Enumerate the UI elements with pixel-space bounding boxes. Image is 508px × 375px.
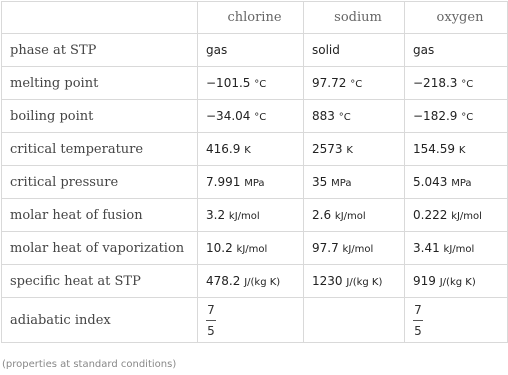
table-row [2, 166, 508, 199]
value-cell-chlorine [198, 265, 304, 298]
value-number: 3.41 [413, 241, 440, 255]
value-cell-sodium [304, 100, 405, 133]
column-header-oxygen: oxygen [405, 2, 508, 34]
value-cell-chlorine [198, 232, 304, 265]
value-unit: MPa [244, 178, 265, 189]
header-row [2, 2, 508, 34]
value-unit: kJ/mol [228, 211, 260, 222]
value-number: 0.222 [413, 208, 448, 222]
value-cell-oxygen [405, 166, 508, 199]
column-header-chlorine: chlorine [198, 2, 304, 34]
value-cell-chlorine [198, 100, 304, 133]
value-unit: kJ/mol [236, 244, 268, 255]
value-unit: J/(kg K) [346, 277, 383, 288]
value-unit: MPa [451, 178, 472, 189]
table-row [2, 67, 508, 100]
value-number: 97.7 [312, 241, 339, 255]
value-number: 3.2 [206, 208, 226, 222]
value-number: 154.59 [413, 142, 455, 156]
value-number: 2573 [312, 142, 343, 156]
row-label: molar heat of vaporization [2, 232, 198, 265]
value-unit: MPa [331, 178, 352, 189]
value-number: 883 [312, 109, 335, 123]
value-cell-oxygen [405, 67, 508, 100]
value-unit: kJ/mol [443, 244, 475, 255]
value-number: solid [312, 43, 340, 57]
table-row [2, 265, 508, 298]
value-unit: K [244, 145, 251, 156]
fraction-denominator: 5 [414, 323, 422, 338]
value-number: −34.04 [206, 109, 251, 123]
value-cell-chlorine [198, 34, 304, 67]
value-cell-oxygen [405, 34, 508, 67]
footnote: (properties at standard conditions) [2, 359, 177, 370]
table-row [2, 133, 508, 166]
value-cell-sodium [304, 166, 405, 199]
fraction-bar [413, 320, 423, 321]
value-cell-sodium [304, 232, 405, 265]
table-row [2, 34, 508, 67]
value-unit: J/(kg K) [244, 277, 281, 288]
value-unit: J/(kg K) [439, 277, 476, 288]
row-label: molar heat of fusion [2, 199, 198, 232]
value-cell-chlorine [198, 166, 304, 199]
properties-table [1, 1, 508, 343]
value-unit: °C [254, 79, 267, 90]
row-label: adiabatic index [2, 298, 198, 343]
value-number: 416.9 [206, 142, 241, 156]
value-number: 478.2 [206, 274, 241, 288]
value-cell-sodium [304, 265, 405, 298]
value-unit: kJ/mol [334, 211, 366, 222]
value-cell-oxygen [405, 133, 508, 166]
value-unit: K [346, 145, 353, 156]
value-unit: °C [254, 112, 267, 123]
fraction-denominator: 5 [207, 323, 215, 338]
table-row [2, 298, 508, 343]
value-number: 5.043 [413, 175, 448, 189]
value-cell-chlorine [198, 133, 304, 166]
value-number: 97.72 [312, 76, 347, 90]
fraction [413, 303, 423, 338]
value-number: 2.6 [312, 208, 332, 222]
value-cell-oxygen [405, 232, 508, 265]
value-number: −101.5 [206, 76, 251, 90]
value-unit: kJ/mol [342, 244, 374, 255]
value-unit: °C [461, 79, 474, 90]
row-label: phase at STP [2, 34, 198, 67]
value-unit: °C [350, 79, 363, 90]
value-unit: °C [461, 112, 474, 123]
value-cell-sodium [304, 133, 405, 166]
value-cell-oxygen [405, 100, 508, 133]
fraction [206, 303, 216, 338]
value-unit: °C [338, 112, 351, 123]
fraction-numerator: 7 [207, 302, 215, 317]
value-cell-sodium [304, 67, 405, 100]
value-number: 1230 [312, 274, 343, 288]
row-label: melting point [2, 67, 198, 100]
value-number: 35 [312, 175, 328, 189]
corner-cell [2, 2, 198, 34]
value-cell-oxygen [405, 265, 508, 298]
value-unit: K [458, 145, 466, 156]
fraction-numerator: 7 [414, 302, 422, 317]
row-label: critical temperature [2, 133, 198, 166]
value-number: 919 [413, 274, 436, 288]
column-header-sodium: sodium [304, 2, 405, 34]
value-number: 10.2 [206, 241, 233, 255]
value-number: gas [206, 43, 228, 57]
value-cell-sodium [304, 298, 405, 343]
value-cell-oxygen [405, 199, 508, 232]
row-label: specific heat at STP [2, 265, 198, 298]
value-cell-sodium [304, 199, 405, 232]
row-label: boiling point [2, 100, 198, 133]
value-number: −182.9 [413, 109, 458, 123]
value-cell-sodium [304, 34, 405, 67]
row-label: critical pressure [2, 166, 198, 199]
table-row [2, 100, 508, 133]
table-row [2, 199, 508, 232]
value-cell-chlorine [198, 67, 304, 100]
value-cell-chlorine [198, 199, 304, 232]
value-cell-oxygen [405, 298, 508, 343]
value-unit: kJ/mol [451, 211, 482, 222]
value-cell-chlorine [198, 298, 304, 343]
value-number: −218.3 [413, 76, 458, 90]
value-number: gas [413, 43, 435, 57]
fraction-bar [206, 320, 216, 321]
value-number: 7.991 [206, 175, 241, 189]
table-row [2, 232, 508, 265]
